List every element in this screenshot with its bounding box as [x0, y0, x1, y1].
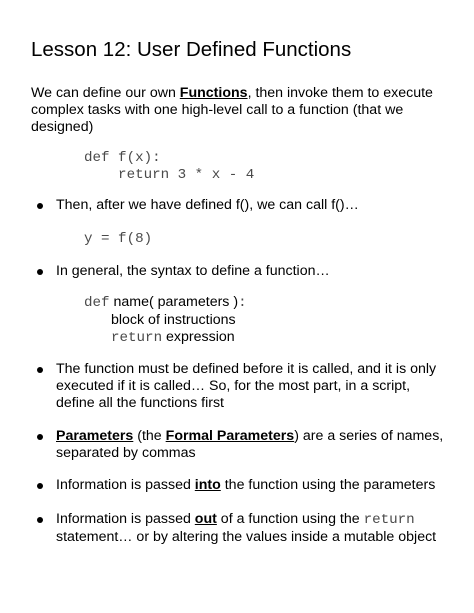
bullet-text	[56, 477, 452, 494]
bullet-dot-icon	[37, 517, 43, 523]
out-text-2: of a function using the	[216, 511, 364, 527]
syntax-block-line: block of instructions	[111, 312, 236, 328]
bullet-info-into	[37, 477, 452, 494]
bullet-dot-icon	[37, 483, 43, 489]
bullet-parameters	[37, 428, 452, 462]
intro-functions-term: Functions	[179, 85, 248, 101]
into-text-1: Information is passed	[56, 477, 195, 493]
intro-paragraph	[31, 85, 451, 136]
into-term: into	[194, 477, 221, 493]
code-example-definition	[84, 150, 254, 184]
out-text-3: statement… or by altering the values inside a mutable object	[56, 529, 437, 545]
intro-text-2: , then invoke them to execute complex tasks with one high-level call to a function (that we designed)	[31, 85, 433, 135]
formal-parameters-term: Formal Parameters	[165, 428, 295, 444]
syntax-def-keyword: def	[84, 295, 110, 311]
syntax-block	[84, 294, 247, 347]
syntax-expression: expression	[162, 329, 235, 345]
intro-text-1: We can define our own	[31, 85, 180, 101]
return-keyword: return	[363, 512, 415, 528]
code-line-2: return 3 * x - 4	[84, 167, 255, 183]
bullet-info-out	[37, 511, 452, 546]
syntax-name: name(	[109, 294, 154, 310]
into-text-2: the function using the parameters	[220, 477, 436, 493]
bullet-dot-icon	[37, 269, 43, 275]
bullet-text: In general, the syntax to define a function…	[56, 263, 330, 279]
code-example-call: y = f(8)	[84, 231, 153, 247]
parameters-text-2: ) are a series of names, separated by commas	[56, 428, 444, 461]
bullet-call-function	[37, 197, 452, 214]
bullet-text	[56, 511, 452, 546]
page-title: Lesson 12: User Defined Functions	[31, 38, 352, 61]
code-line-1: def f(x):	[84, 150, 161, 166]
bullet-define-before-call	[37, 361, 452, 412]
bullet-text: The function must be defined before it is called, and it is only executed if it is called… So, for the most part, in a script, define all the functions first	[56, 361, 437, 411]
syntax-return-keyword: return	[111, 330, 163, 346]
syntax-colon: :	[238, 295, 247, 311]
parameters-term: Parameters	[56, 428, 134, 444]
parameters-text-1: (the	[133, 428, 166, 444]
syntax-parameters: parameters )	[153, 294, 239, 310]
out-term: out	[194, 511, 217, 527]
bullet-dot-icon	[37, 367, 43, 373]
syntax-return-line	[111, 329, 247, 347]
bullet-dot-icon	[37, 434, 43, 440]
bullet-text	[56, 428, 452, 462]
syntax-header-line	[84, 294, 247, 312]
out-text-1: Information is passed	[56, 511, 195, 527]
bullet-dot-icon	[37, 203, 43, 209]
bullet-text: Then, after we have defined f(), we can call f()…	[56, 197, 359, 213]
bullet-syntax-intro	[37, 263, 452, 280]
